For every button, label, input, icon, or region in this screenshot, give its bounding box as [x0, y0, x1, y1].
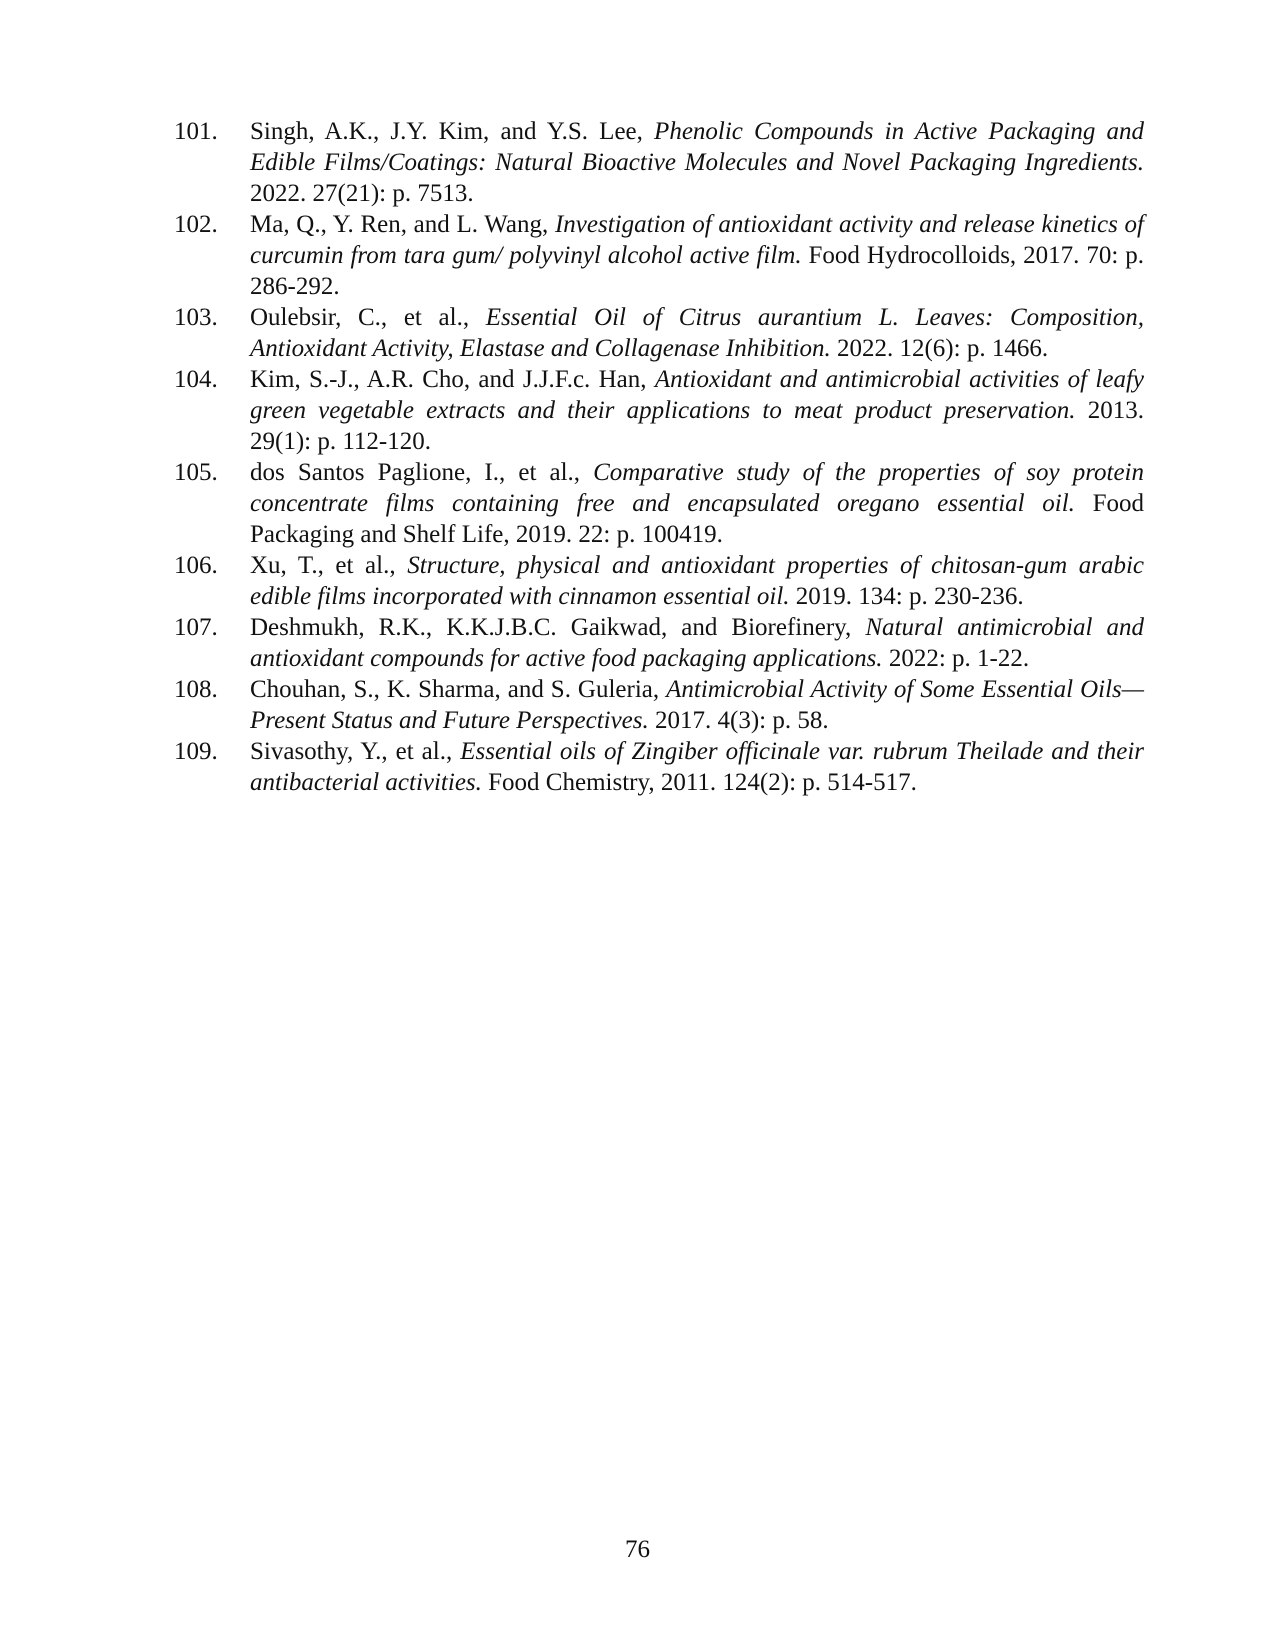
reference-item-106 [174, 550, 1144, 612]
reference-title: Antimicrobial Activity of Some Essential Oils—Present Status and Future Perspectives. [250, 676, 1144, 734]
reference-details: 2022. 27(21): p. 7513. [250, 180, 474, 207]
reference-authors: Ma, Q., Y. Ren, and L. Wang, [250, 211, 555, 238]
reference-details: 2019. 134: p. 230-236. [789, 583, 1024, 610]
reference-details: 2017. 4(3): p. 58. [648, 707, 829, 734]
reference-authors: Deshmukh, R.K., K.K.J.B.C. Gaikwad, and Biorefinery, [250, 614, 866, 641]
reference-authors: dos Santos Paglione, I., et al., [250, 459, 594, 486]
reference-authors: Kim, S.-J., A.R. Cho, and J.J.F.c. Han, [250, 366, 655, 393]
reference-item-104 [174, 364, 1144, 457]
reference-item-105 [174, 457, 1144, 550]
reference-text [250, 550, 1144, 612]
reference-details: 2013. 29(1): p. 112-120. [250, 397, 1145, 455]
reference-authors: Singh, A.K., J.Y. Kim, and Y.S. Lee, [250, 118, 655, 145]
reference-list [174, 116, 1144, 798]
reference-title: Antioxidant and antimicrobial activities of leafy green vegetable extracts and their applications to meat product preservation. [250, 366, 1144, 424]
reference-item-102 [174, 209, 1144, 302]
reference-text [250, 116, 1144, 209]
reference-number: 101. [174, 118, 218, 145]
reference-title: Investigation of antioxidant activity and release kinetics of curcumin from tara gum/ polyvinyl alcohol active film. [250, 211, 1144, 269]
reference-number: 104. [174, 366, 218, 393]
reference-title: Essential Oil of Citrus aurantium L. Leaves: Composition, Antioxidant Activity, Elastase and Collagenase Inhibition. [250, 304, 1144, 362]
reference-authors: Sivasothy, Y., et al., [250, 738, 461, 765]
reference-details: 2022: p. 1-22. [882, 645, 1030, 672]
reference-number: 103. [174, 304, 218, 331]
reference-text [250, 302, 1144, 364]
reference-number: 109. [174, 738, 218, 765]
reference-details: Food Packaging and Shelf Life, 2019. 22: p. 100419. [250, 490, 1145, 548]
reference-text [250, 736, 1144, 798]
reference-authors: Xu, T., et al., [250, 552, 408, 579]
reference-details: Food Chemistry, 2011. 124(2): p. 514-517. [481, 769, 917, 796]
reference-text [250, 674, 1144, 736]
page-number: 76 [625, 1536, 650, 1563]
reference-title: Natural antimicrobial and antioxidant compounds for active food packaging applications. [250, 614, 1144, 672]
reference-item-109 [174, 736, 1144, 798]
reference-number: 108. [174, 676, 218, 703]
reference-details: Food Hydrocolloids, 2017. 70: p. 286-292. [250, 242, 1144, 300]
reference-text [250, 457, 1144, 550]
reference-number: 107. [174, 614, 218, 641]
reference-title: Essential oils of Zingiber officinale var. rubrum Theilade and their antibacterial activities. [250, 738, 1144, 796]
reference-title: Phenolic Compounds in Active Packaging and Edible Films/Coatings: Natural Bioactive Molecules and Novel Packaging Ingredients. [250, 118, 1144, 176]
reference-number: 106. [174, 552, 218, 579]
reference-item-107 [174, 612, 1144, 674]
reference-authors: Oulebsir, C., et al., [250, 304, 486, 331]
reference-number: 102. [174, 211, 218, 238]
reference-text [250, 209, 1144, 302]
reference-item-103 [174, 302, 1144, 364]
reference-details: 2022. 12(6): p. 1466. [830, 335, 1049, 362]
reference-title: Structure, physical and antioxidant properties of chitosan-gum arabic edible films incorporated with cinnamon essential oil. [250, 552, 1144, 610]
reference-text [250, 612, 1144, 674]
reference-authors: Chouhan, S., K. Sharma, and S. Guleria, [250, 676, 667, 703]
reference-item-101 [174, 116, 1144, 209]
reference-text [250, 364, 1144, 457]
reference-number: 105. [174, 459, 218, 486]
reference-item-108 [174, 674, 1144, 736]
reference-title: Comparative study of the properties of soy protein concentrate films containing free and encapsulated oregano essential oil. [250, 459, 1144, 517]
